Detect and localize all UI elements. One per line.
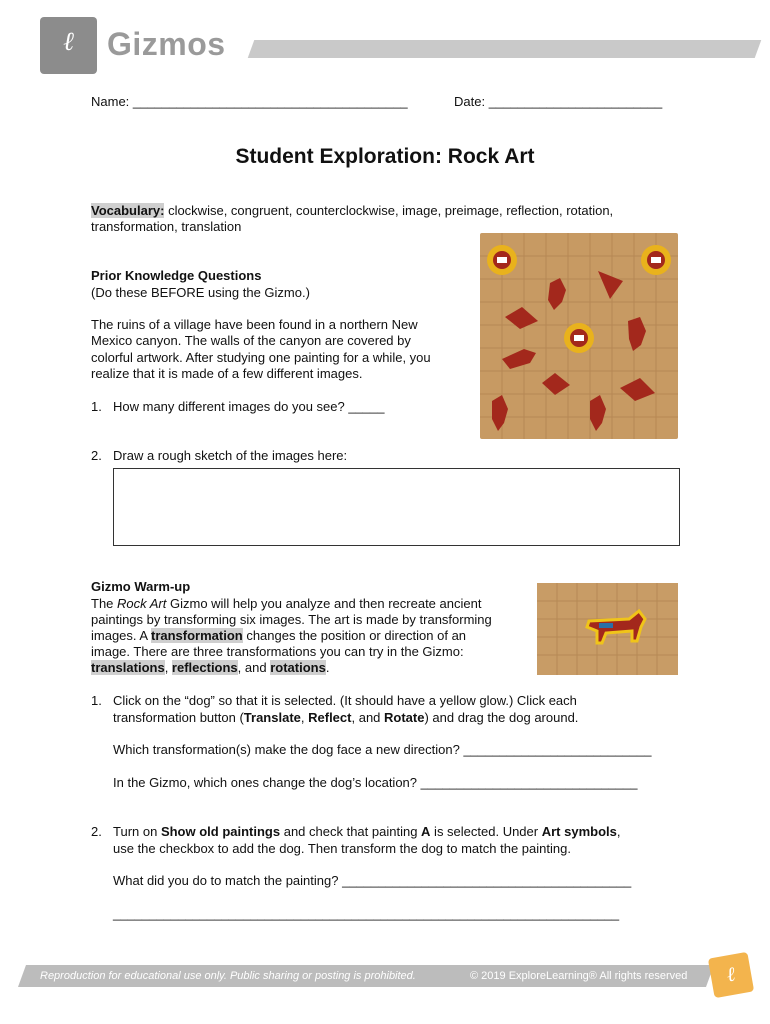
date-label: Date: (454, 94, 486, 109)
warmup-line-3: images. A transformation changes the position or direction of an (91, 628, 467, 643)
question-2-number: 2. (91, 448, 102, 463)
term-translate: Translate (243, 710, 301, 725)
prior-knowledge-heading: Prior Knowledge Questions (91, 268, 262, 283)
sun-icon (564, 323, 594, 353)
term-reflect: Reflect (308, 710, 352, 725)
intro-line-4: realize that it is made of a few different images. (91, 366, 363, 381)
warmup-q1-line-2: transformation button (Translate, Reflect, and Rotate) and drag the dog around. (113, 710, 579, 725)
intro-line-2: Mexico canyon. The walls of the canyon are covered by (91, 333, 411, 348)
warmup-q2-number: 2. (91, 824, 102, 839)
dog-figure-icon (502, 349, 536, 369)
term-rotate: Rotate (384, 710, 425, 725)
term-reflections: reflections (171, 660, 238, 675)
name-label: Name: (91, 94, 130, 109)
warmup-line-4: image. There are three transformations you can try in the Gizmo: (91, 644, 464, 659)
footer-copyright: © 2019 ExploreLearning® All rights reserved (470, 970, 688, 982)
header-bar (248, 40, 762, 58)
brand-title: Gizmos (107, 26, 226, 62)
page-title: Student Exploration: Rock Art (235, 145, 535, 168)
dog-gizmo-image (537, 583, 678, 675)
dog-graphic (537, 583, 678, 675)
date-blank: ________________________ (488, 94, 663, 109)
sketch-answer-box[interactable] (113, 468, 680, 546)
warmup-line-1: The Rock Art Gizmo will help you analyze and then recreate ancient (91, 596, 482, 611)
name-line (91, 94, 408, 110)
sun-icon (641, 245, 671, 275)
explorelearning-logo: ℓ (708, 952, 754, 998)
warmup-line-5: translations, reflections, and rotations. (91, 660, 330, 675)
rock-art-painting-image (480, 233, 678, 439)
warmup-heading: Gizmo Warm-up (91, 579, 191, 594)
warmup-q1-line-1: Click on the “dog” so that it is selected. (It should have a yellow glow.) Click each (113, 693, 577, 708)
warmup-q2-sub-1: What did you do to match the painting? ________________________________________ (113, 873, 632, 888)
term-transformation: transformation (150, 628, 243, 643)
question-1-text: How many different images do you see? _____ (113, 399, 385, 414)
term-show-old-paintings: Show old paintings (160, 824, 281, 839)
term-art-symbols: Art symbols (541, 824, 617, 839)
warmup-q1-sub-1: Which transformation(s) make the dog face a new direction? __________________________ (113, 742, 652, 757)
term-translations: translations (91, 660, 165, 675)
term-painting-a: A (421, 824, 431, 839)
warmup-q2-sub-2: ______________________________________________________________________ (113, 906, 620, 921)
warmup-q2-line-2: use the checkbox to add the dog. Then transform the dog to match the painting. (113, 841, 571, 856)
warmup-q2-line-1: Turn on Show old paintings and check that painting A is selected. Under Art symbols, (113, 824, 621, 839)
date-line (454, 94, 662, 110)
vocabulary-line-2: transformation, translation (91, 219, 242, 234)
dog-icon (587, 611, 645, 643)
question-2-text: Draw a rough sketch of the images here: (113, 448, 348, 463)
term-rotations: rotations (270, 660, 326, 675)
question-1-number: 1. (91, 399, 102, 414)
warmup-line-2: paintings by transforming six images. The art is made by transforming (91, 612, 492, 627)
name-blank: ______________________________________ (132, 94, 408, 109)
footer-notice: Reproduction for educational use only. Public sharing or posting is prohibited. (40, 970, 416, 982)
intro-line-1: The ruins of a village have been found in a northern New (91, 317, 418, 332)
vocabulary-label: Vocabulary: (91, 203, 165, 218)
warmup-q1-sub-2: In the Gizmo, which ones change the dog’s location? ______________________________ (113, 775, 638, 790)
gizmos-logo: ℓ (40, 17, 97, 74)
prior-knowledge-subheading: (Do these BEFORE using the Gizmo.) (91, 285, 310, 300)
intro-line-3: colorful artwork. After studying one painting for a while, you (91, 350, 431, 365)
sun-icon (487, 245, 517, 275)
warmup-q1-number: 1. (91, 693, 102, 708)
vocabulary-line-1: Vocabulary: clockwise, congruent, counterclockwise, image, preimage, reflection, rotation, (91, 203, 614, 218)
rock-art-graphic (480, 233, 678, 439)
